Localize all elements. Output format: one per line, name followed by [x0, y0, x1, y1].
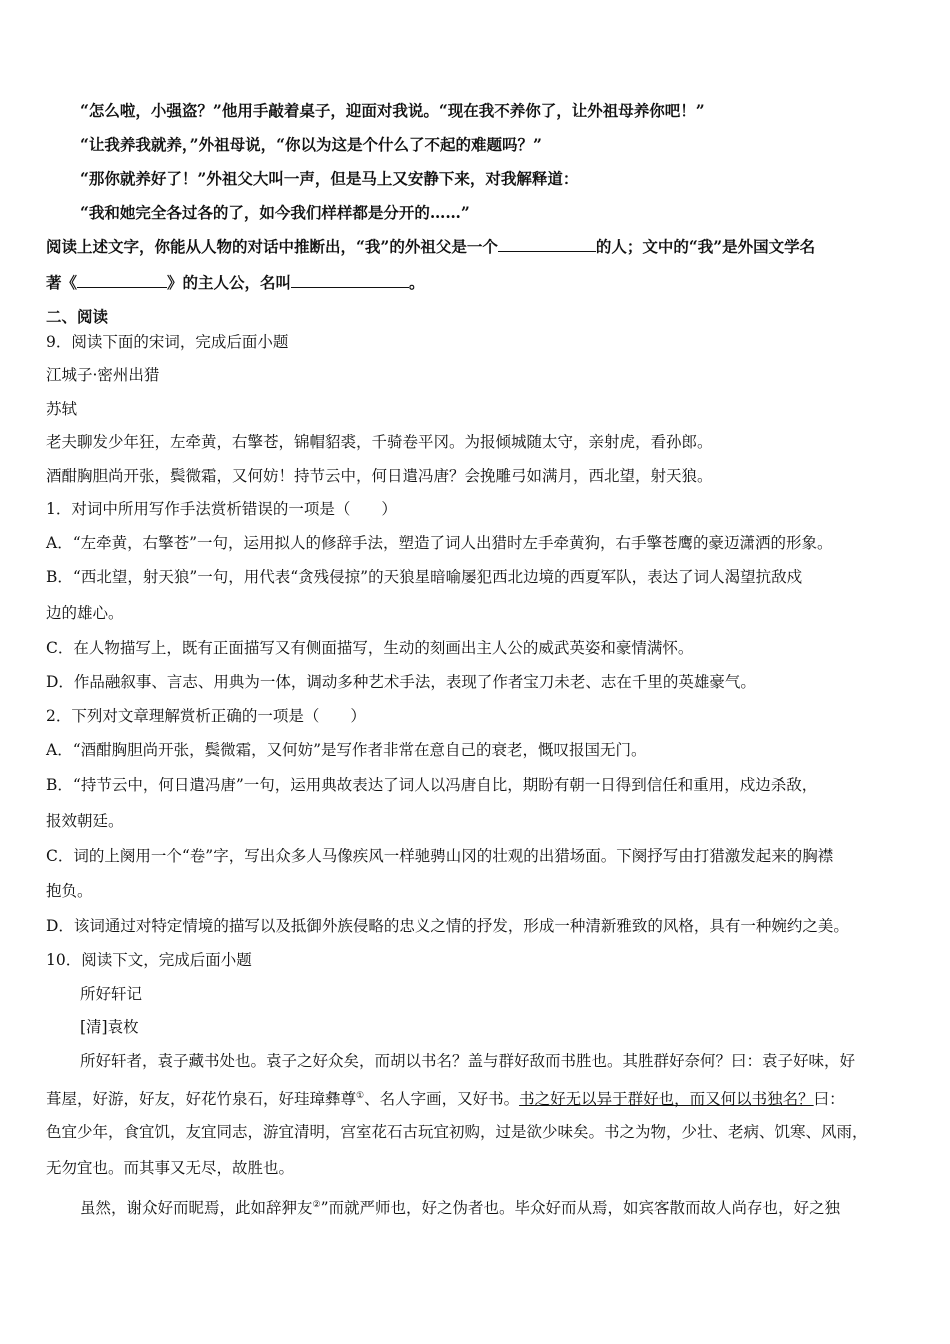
essay-p1-line-4: 无勿宜也。而其事又无尽，故胜也。: [46, 1159, 295, 1177]
footnote-mark-1: ①: [356, 1091, 365, 1101]
question-8-text-e: 。: [409, 273, 425, 292]
dialogue-line-3: “那你就养好了！”外祖父大叫一声，但是马上又安静下来，对我解释道：: [80, 169, 579, 188]
essay-title: 所好轩记: [80, 985, 143, 1003]
subquestion-2-option-b-cont: 报效朝廷。: [46, 812, 124, 830]
essay-author: [清]袁枚: [80, 1018, 139, 1036]
dialogue-line-2: “让我养我就养，”外祖母说，“你以为这是个什么了不起的难题吗？”: [80, 135, 542, 154]
underlined-sentence: 书之好无以异于群好也，而又何以书独名？: [519, 1090, 814, 1109]
subquestion-1-option-a[interactable]: A．“左牵黄，右擎苍”一句，运用拟人的修辞手法，塑造了词人出猎时左手牵黄狗，右手擎苍鹰的豪迈潇洒的形象。: [46, 534, 833, 552]
subquestion-1-option-c[interactable]: C．在人物描写上，既有正面描写又有侧面描写，生动的刻画出主人公的威武英姿和豪情满怀。: [46, 639, 694, 657]
subquestion-1-option-d[interactable]: D．作品融叙事、言志、用典为一体，调动多种艺术手法，表现了作者宝刀未老、志在千里的英雄豪气。: [46, 673, 756, 691]
question-8-text-a: 阅读上述文字，你能从人物的对话中推断出，“我”的外祖父是一个: [46, 237, 498, 256]
poem-author: 苏轼: [46, 400, 78, 418]
essay-p2-line-1: [80, 1194, 910, 1219]
subquestion-1-stem: 1．对词中所用写作手法赏析错误的一项是（ ）: [46, 500, 397, 518]
question-8-text-d: 》的主人公，名叫: [167, 273, 292, 292]
subquestion-2-stem: 2．下列对文章理解赏析正确的一项是（ ）: [46, 707, 366, 725]
essay-p1-line-2: [46, 1085, 910, 1110]
dialogue-line-4: “我和她完全各过各的了，如今我们样样都是分开的……”: [80, 203, 470, 222]
essay-p1-line-1: 所好轩者，袁子藏书处也。袁子之好众矣，而胡以书名？盖与群好敌而书胜也。其胜群好奈何？曰：袁子好味，好: [80, 1052, 856, 1070]
question-8-text-c: 著《: [46, 273, 78, 292]
essay-p1-line-3: 色宜少年，食宜饥，友宜同志，游宜清明，宫室花石古玩宜初购，过是欲少味矣。书之为物，少壮、老病、饥寒、风雨，: [46, 1123, 868, 1141]
essay-p1-line-2c: 曰：: [813, 1090, 845, 1109]
question-8-line-1: [46, 236, 910, 258]
essay-p1-line-2b: 、名人字画，又好书。: [364, 1090, 520, 1109]
subquestion-2-option-c-cont: 抱负。: [46, 882, 93, 900]
subquestion-1-option-b[interactable]: B．“西北望，射天狼”一句，用代表“贪残侵掠”的天狼星暗喻屡犯西北边境的西夏军队，表达了词人渴望抗敌戍: [46, 568, 803, 586]
essay-p2-line-1a: 虽然，谢众好而昵焉，此如辞狎友: [80, 1199, 313, 1218]
question-10-intro: 10．阅读下文，完成后面小题: [46, 951, 252, 969]
poem-title: 江城子·密州出猎: [46, 366, 160, 384]
question-8-line-2: [46, 272, 910, 294]
essay-p2-line-1b: ”而就严师也，好之伪者也。毕众好而从焉，如宾客散而故人尚存也，好之独: [320, 1199, 841, 1218]
subquestion-2-option-b[interactable]: B．“持节云中，何日遣冯唐”一句，运用典故表达了词人以冯唐自比，期盼有朝一日得到信任和重用，戍边杀敌，: [46, 776, 818, 794]
question-8-text-b: 的人；文中的“我”是外国文学名: [595, 237, 816, 256]
answer-blank-1[interactable]: [498, 237, 596, 252]
subquestion-1-option-b-cont: 边的雄心。: [46, 604, 124, 622]
answer-blank-3[interactable]: [291, 273, 409, 288]
subquestion-2-option-a[interactable]: A．“酒酣胸胆尚开张，鬓微霜，又何妨”是写作者非常在意自己的衰老，慨叹报国无门。: [46, 741, 647, 759]
poem-line-2: 酒酣胸胆尚开张，鬓微霜，又何妨！持节云中，何日遣冯唐？会挽雕弓如满月，西北望，射天狼。: [46, 467, 713, 485]
section-heading: 二、阅读: [46, 307, 109, 326]
dialogue-line-1: “怎么啦，小强盗？”他用手敲着桌子，迎面对我说。“现在我不养你了，让外祖母养你吧！”: [80, 101, 705, 120]
poem-line-1: 老夫聊发少年狂，左牵黄，右擎苍，锦帽貂裘，千骑卷平冈。为报倾城随太守，亲射虎，看孙郎。: [46, 433, 713, 451]
essay-p1-line-2a: 葺屋，好游，好友，好花竹泉石，好珪璋彝尊: [46, 1090, 357, 1109]
answer-blank-2[interactable]: [77, 273, 167, 288]
subquestion-2-option-d[interactable]: D．该词通过对特定情境的描写以及抵御外族侵略的忠义之情的抒发，形成一种清新雅致的风格，具有一种婉约之美。: [46, 917, 849, 935]
subquestion-2-option-c[interactable]: C．词的上阕用一个“卷”字，写出众多人马像疾风一样驰骋山冈的壮观的出猎场面。下阕抒写由打猎激发起来的胸襟: [46, 847, 834, 865]
footnote-mark-2: ②: [312, 1200, 321, 1210]
question-9-intro: 9．阅读下面的宋词，完成后面小题: [46, 333, 289, 351]
